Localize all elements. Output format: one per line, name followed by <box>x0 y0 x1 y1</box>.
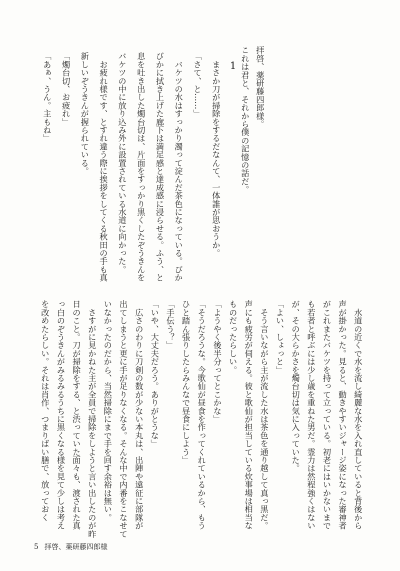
lower-tier-line: そう言いながら主が流した水は茶色を通り越して真っ黒だ。 <box>259 300 270 530</box>
upper-tier-line: 「燭台切、お疲れ」 <box>61 52 72 126</box>
lower-tier-line: を改めたらしい。それは肖作、つまりばい膳で、放っておく <box>40 300 51 522</box>
epigraph-line: これは君と、それから僕の記憶の話だ。 <box>240 46 251 194</box>
lower-tier-line: 「手伝う？」 <box>165 300 176 350</box>
upper-tier-line: バケツの水はすっかり濁って淀んだ茶色になっている。びか <box>174 52 185 282</box>
lower-tier-line: がこれまたバケツを持って立っている。初老にはいかないまで <box>322 300 333 530</box>
upper-tier-line: 息を吐き出した燭台切は、片面をすっかり黒くしたぞうきんを <box>136 52 147 282</box>
lower-tier-line: ひと踏ん張りしたらみんなで昼食にしよう」 <box>181 300 192 464</box>
page-number: 5 <box>34 543 39 551</box>
lower-tier-line: が、その大らかさを燭台切は気に入っていた。 <box>291 300 302 473</box>
epigraph-line: 拝啓、薬研藤四郎様。 <box>255 46 266 128</box>
lower-tier-line: っ白のぞうきんがみるみるうちに黒くなる様を見て少しは考え <box>56 300 67 530</box>
upper-tier-line: びかに拭き上げた廊下は満足感と達成感に浸らせる。ふう、と <box>155 52 166 282</box>
upper-tier-line: まさか刀が掃除をするだなんて、一体誰が思おうか。 <box>211 52 222 257</box>
lower-tier-line: 「いや、大丈夫だろう。ありがとうな」 <box>150 300 161 448</box>
lower-tier-line: さすがに見かねた主が全員で掃除をしようと言い出したのが昨 <box>87 300 98 538</box>
lower-tier-line: 日のこと。刀が掃除をする、と渋っていた面々も、渡された真 <box>72 300 83 530</box>
lower-tier-line: 「ようやく後半分ってとこかな」 <box>212 300 223 423</box>
lower-tier-line: いなかったのだから、当然掃除にまで手を回す余裕は無い。 <box>103 300 114 522</box>
upper-tier-line: バケツの中に放り込み外に設置されている水道に向かった。 <box>117 52 128 274</box>
lower-tier-line: 声が掛かった。見ると、動きやすいジャージ姿になった審神者 <box>338 300 349 530</box>
lower-tier-line: 声にも疲労が伺える。彼と歌仙が担当している炊事場は相当な <box>244 300 255 530</box>
upper-tier-line: 新しいぞうきんが握られている。 <box>80 52 91 175</box>
upper-tier-line: 「さて、と……」 <box>193 52 203 118</box>
lower-tier-line: 「よい、しょっと」 <box>275 300 286 374</box>
lower-tier-line: も若者と呼ぶには少し歳を重ねた男だ。霊力は然程強くはない <box>306 300 317 530</box>
running-title: 拝啓、薬研藤四郎様 <box>44 543 108 551</box>
lower-tier-line: 広さのわりに刀剣の数が少ない本丸は、出陣や遠征に部隊が <box>134 300 145 530</box>
upper-tier-line: 「あぁ、うん。主もね」 <box>42 52 53 143</box>
chapter-number: 1 <box>229 61 237 72</box>
upper-tier-line: お疲れ様です、とすれ違う際に挨拶をしてくる秋田の手も真 <box>99 52 110 282</box>
lower-tier-line: ものだったらしい。 <box>228 300 239 374</box>
page-footer <box>34 541 107 553</box>
lower-tier-line: 出てしまうと更に手が足りなくなる。そんな中で内番をこなせて <box>119 300 130 538</box>
lower-tier-line: 水道の近くで水を流し綺麗な水を入れ直していると背後から <box>353 300 364 530</box>
lower-tier-line: 「そうだろうな。今歌仙が昼食を作ってくれているから、もう <box>197 300 208 530</box>
